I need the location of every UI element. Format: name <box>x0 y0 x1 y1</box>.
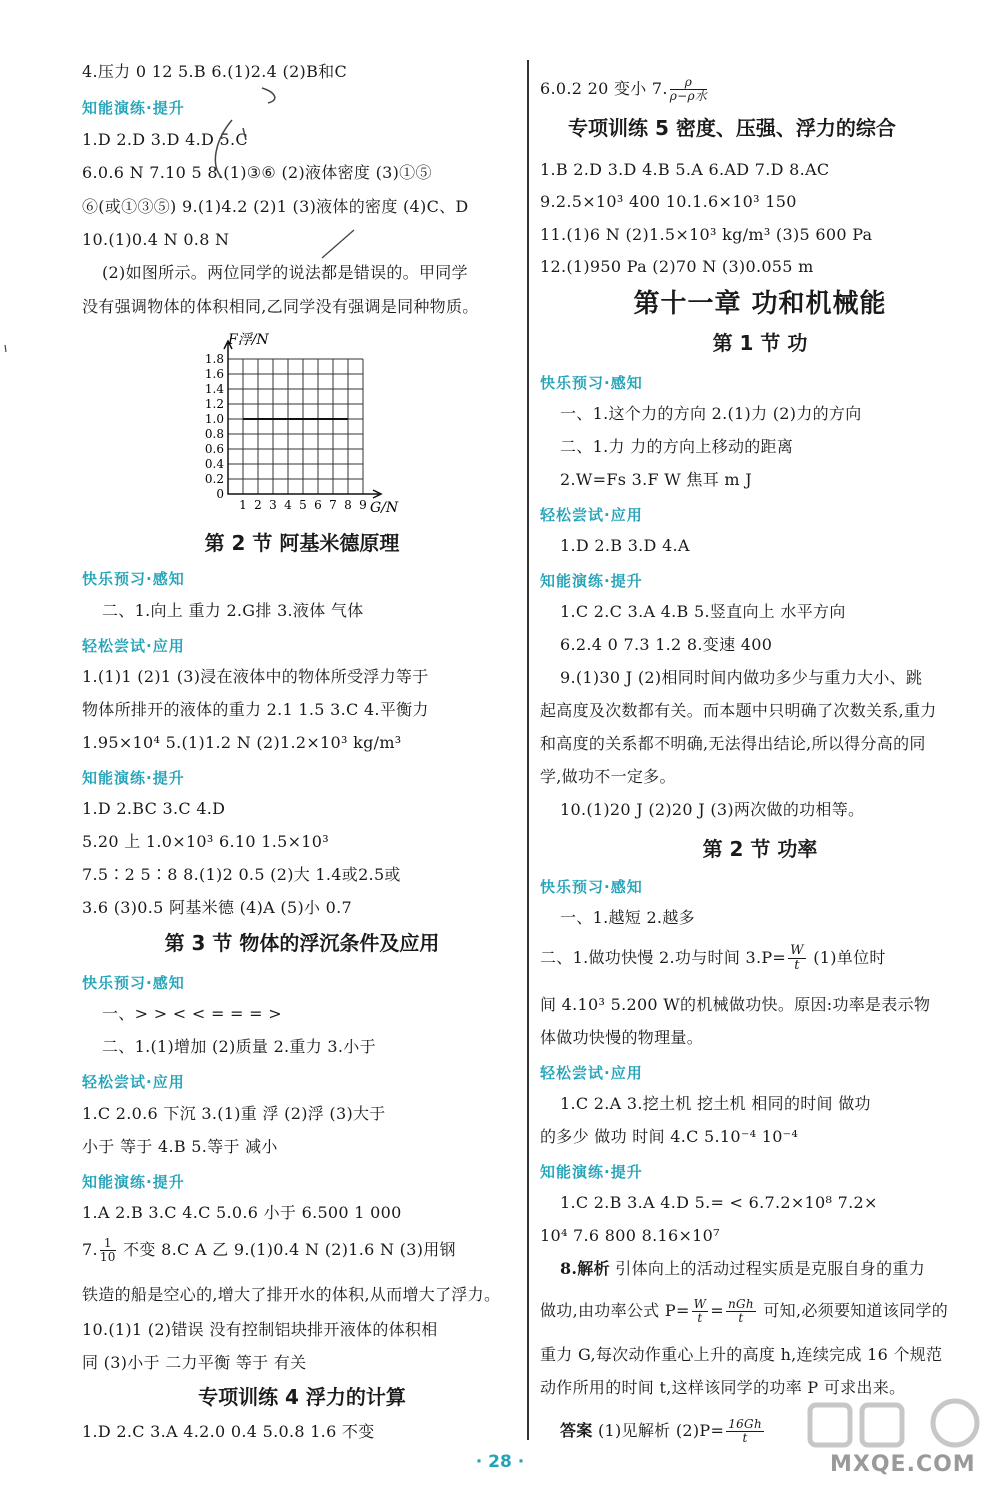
analysis-label: 8.解析 <box>560 1259 610 1278</box>
numerator: W <box>693 1297 707 1311</box>
text: 7. <box>82 1240 98 1259</box>
answer-line: 1.A 2.B 3.C 4.C 5.0.6 小于 6.500 1 000 <box>82 1203 402 1222</box>
x-tick-label: 2 <box>254 498 262 512</box>
answer-line: 小于 等于 4.B 5.等于 减小 <box>82 1137 278 1156</box>
y-axis-label: F浮/N <box>228 332 269 348</box>
answer-line: 1.D 2.D 3.D 4.D 5.C <box>82 130 248 149</box>
answer-line: 4.压力 0 12 5.B 6.(1)2.4 (2)B和C <box>82 62 347 81</box>
chapter-heading: 第十一章 功和机械能 <box>633 289 887 319</box>
x-tick-label: 7 <box>329 498 337 512</box>
answer-line: (2)如图所示。两位同学的说法都是错误的。甲同学 <box>102 263 468 282</box>
x-tick-label: 5 <box>299 498 307 512</box>
text: 可知,必须要知道该同学的 <box>757 1301 949 1320</box>
y-tick-label: 1.6 <box>204 367 224 381</box>
answer-line: 5.20 上 1.0×10³ 6.10 1.5×10³ <box>82 832 329 851</box>
denominator: t <box>738 1311 744 1325</box>
answer-line-fraction <box>540 944 886 973</box>
answer-line: 一、1.越短 2.越多 <box>560 908 695 927</box>
section-heading: 第 3 节 物体的浮沉条件及应用 <box>164 931 440 955</box>
x-axis-label: G/N <box>370 500 399 516</box>
numerator: 16Gh <box>728 1417 762 1431</box>
answer-line: 起高度及次数都有关。而本题中只明确了次数关系,重力 <box>540 701 937 720</box>
answer-line-fraction <box>82 1237 456 1264</box>
section-subheading: 快乐预习·感知 <box>82 974 185 992</box>
fraction <box>100 1237 116 1264</box>
answer-line: 间 4.10³ 5.200 W的机械做功快。原因:功率是表示物 <box>540 995 931 1014</box>
answer-line: 7.5∶2 5∶8 8.(1)2 0.5 (2)大 1.4或2.5或 <box>82 865 401 884</box>
denominator: 10 <box>99 1250 116 1264</box>
denominator: t <box>697 1311 703 1325</box>
answer-line: 一、1.这个力的方向 2.(1)力 (2)力的方向 <box>560 404 862 423</box>
x-tick-label: 8 <box>344 498 352 512</box>
answer-line: 10.(1)1 (2)错误 没有控制铝块排开液体的体积相 <box>82 1320 438 1339</box>
answer-line: 物体所排开的液体的重力 2.1 1.5 3.C 4.平衡力 <box>82 700 429 719</box>
text: (1)单位时 <box>807 948 886 967</box>
pen-mark <box>262 88 275 103</box>
answer-line-fraction <box>540 1298 948 1325</box>
pen-mark <box>243 128 246 140</box>
fraction <box>788 944 806 973</box>
section-subheading: 知能演练·提升 <box>82 99 185 117</box>
section-subheading: 知能演练·提升 <box>540 1163 643 1181</box>
section-subheading: 快乐预习·感知 <box>540 374 643 392</box>
y-tick-label: 1.0 <box>204 412 224 426</box>
answer-line: 10⁴ 7.6 800 8.16×10⁷ <box>540 1226 720 1245</box>
denominator: t <box>794 958 800 973</box>
answer-line: 1.C 2.0.6 下沉 3.(1)重 浮 (2)浮 (3)大于 <box>82 1104 386 1123</box>
answer-label: 答案 <box>560 1421 593 1440</box>
section-subheading: 知能演练·提升 <box>82 769 185 787</box>
page-number: · 28 · <box>475 1452 525 1472</box>
section-subheading: 轻松尝试·应用 <box>82 1073 185 1091</box>
pen-mark <box>5 345 6 352</box>
answer-line: 和高度的关系都不明确,无法得出结论,所以得分高的同 <box>540 734 926 753</box>
y-tick-label: 0.4 <box>204 457 224 471</box>
answer-line: 1.D 2.BC 3.C 4.D <box>82 799 226 818</box>
answer-line: 1.D 2.C 3.A 4.2.0 0.4 5.0.8 1.6 不变 <box>82 1422 375 1441</box>
answer-line: 1.B 2.D 3.D 4.B 5.A 6.AD 7.D 8.AC <box>540 160 830 179</box>
fraction <box>692 1298 709 1325</box>
answer-line: 1.C 2.B 3.A 4.D 5.= < 6.7.2×10⁸ 7.2× <box>560 1193 878 1212</box>
answer-line: 没有强调物体的体积相同,乙同学没有强调是同种物质。 <box>82 297 479 316</box>
pen-mark <box>215 120 232 178</box>
answer-line: 1.C 2.C 3.A 4.B 5.竖直向上 水平方向 <box>560 602 846 621</box>
answer-line: 二、1.向上 重力 2.G排 3.液体 气体 <box>102 601 364 620</box>
section-subheading: 轻松尝试·应用 <box>540 506 643 524</box>
x-tick-label: 3 <box>269 498 277 512</box>
answer-line: 一、> > < < = = = > <box>102 1004 282 1023</box>
text: 二、1.做功快慢 2.功与时间 3.P= <box>540 948 787 967</box>
numerator: W <box>790 943 804 958</box>
denominator: t <box>742 1431 748 1445</box>
answer-line-fraction <box>540 1418 764 1445</box>
answer-line: 的多少 做功 时间 4.C 5.10⁻⁴ 10⁻⁴ <box>540 1127 799 1146</box>
answer-line: ⑥(或①③⑤) 9.(1)4.2 (2)1 (3)液体的密度 (4)C、D <box>82 197 469 216</box>
y-tick-label: 0.8 <box>204 427 224 441</box>
x-tick-label: 9 <box>359 498 367 512</box>
numerator: ρ <box>670 76 707 90</box>
fraction <box>726 1418 764 1445</box>
text: 6.0.2 20 变小 7. <box>540 79 668 98</box>
text: 做功,由功率公式 P= <box>540 1301 690 1320</box>
section-subheading: 知能演练·提升 <box>540 572 643 590</box>
y-tick-label: 1.8 <box>204 352 224 366</box>
answer-line: 9.(1)30 J (2)相同时间内做功多少与重力大小、跳 <box>560 668 923 687</box>
answer-line: 二、1.力 力的方向上移动的距离 <box>560 437 794 456</box>
text: 引体向上的活动过程实质是克服自身的重力 <box>609 1259 925 1278</box>
answer-line: 铁造的船是空心的,增大了排开水的体积,从而增大了浮力。 <box>82 1285 501 1304</box>
answer-line: 10.(1)20 J (2)20 J (3)两次做的功相等。 <box>560 800 865 819</box>
y-tick-label: 0.2 <box>204 472 224 486</box>
answer-line: 二、1.(1)增加 (2)质量 2.重力 3.小于 <box>102 1037 376 1056</box>
y-tick-label: 0 <box>216 487 224 501</box>
answer-line: 10.(1)0.4 N 0.8 N <box>82 230 230 249</box>
section-subheading: 轻松尝试·应用 <box>540 1064 643 1082</box>
answer-line <box>540 1259 925 1279</box>
section-heading: 第 2 节 阿基米德原理 <box>204 531 400 555</box>
answer-line: 2.W=Fs 3.F W 焦耳 m J <box>560 470 752 489</box>
section-subheading: 快乐预习·感知 <box>82 570 185 588</box>
answer-line: 9.2.5×10³ 400 10.1.6×10³ 150 <box>540 192 797 211</box>
section-heading: 第 1 节 功 <box>712 331 808 355</box>
section-heading: 第 2 节 功率 <box>702 837 818 861</box>
answer-line: 1.(1)1 (2)1 (3)浸在液体中的物体所受浮力等于 <box>82 667 429 686</box>
answer-line: 动作所用的时间 t,这样该同学的功率 P 可求出来。 <box>540 1378 906 1397</box>
x-tick-labels <box>239 498 367 512</box>
answer-line: 1.95×10⁴ 5.(1)1.2 N (2)1.2×10³ kg/m³ <box>82 733 402 752</box>
y-tick-label: 1.4 <box>204 382 224 396</box>
numerator: nGh <box>728 1297 754 1311</box>
text: (1)见解析 (2)P= <box>592 1421 725 1440</box>
handwritten-marks <box>0 0 1000 400</box>
text: 不变 8.C A 乙 9.(1)0.4 N (2)1.6 N (3)用钢 <box>117 1240 456 1259</box>
numerator: 1 <box>100 1237 116 1251</box>
x-tick-label: 4 <box>284 498 292 512</box>
x-tick-label: 1 <box>239 498 247 512</box>
section-subheading: 快乐预习·感知 <box>540 878 643 896</box>
denominator: ρ−ρ水 <box>669 89 708 103</box>
watermark-site: MXQE.COM <box>830 1452 976 1477</box>
answer-line: 1.C 2.A 3.挖土机 挖土机 相同的时间 做功 <box>560 1094 871 1113</box>
section-heading: 专项训练 5 密度、压强、浮力的综合 <box>568 116 896 140</box>
text: = <box>710 1301 725 1320</box>
answer-line: 11.(1)6 N (2)1.5×10³ kg/m³ (3)5 600 Pa <box>540 225 873 244</box>
answer-line: 1.D 2.B 3.D 4.A <box>560 536 690 555</box>
answer-line: 6.2.4 0 7.3 1.2 8.变速 400 <box>560 635 773 654</box>
answer-line: 学,做功不一定多。 <box>540 767 676 786</box>
answer-line: 同 (3)小于 二力平衡 等于 有关 <box>82 1353 307 1372</box>
x-tick-label: 6 <box>314 498 322 512</box>
answer-line: 12.(1)950 Pa (2)70 N (3)0.055 m <box>540 257 814 276</box>
answer-line: 体做功快慢的物理量。 <box>540 1028 704 1047</box>
y-tick-label: 1.2 <box>204 397 224 411</box>
fraction <box>726 1298 756 1325</box>
answer-line: 6.0.6 N 7.10 5 8.(1)③⑥ (2)液体密度 (3)①⑤ <box>82 163 432 182</box>
section-subheading: 知能演练·提升 <box>82 1173 185 1191</box>
pen-mark <box>322 230 354 258</box>
y-tick-label: 0.6 <box>204 442 224 456</box>
section-heading: 专项训练 4 浮力的计算 <box>198 1385 406 1409</box>
section-subheading: 轻松尝试·应用 <box>82 637 185 655</box>
answer-line: 3.6 (3)0.5 阿基米德 (4)A (5)小 0.7 <box>82 898 353 917</box>
answer-line: 重力 G,每次动作重心上升的高度 h,连续完成 16 个规范 <box>540 1345 943 1364</box>
